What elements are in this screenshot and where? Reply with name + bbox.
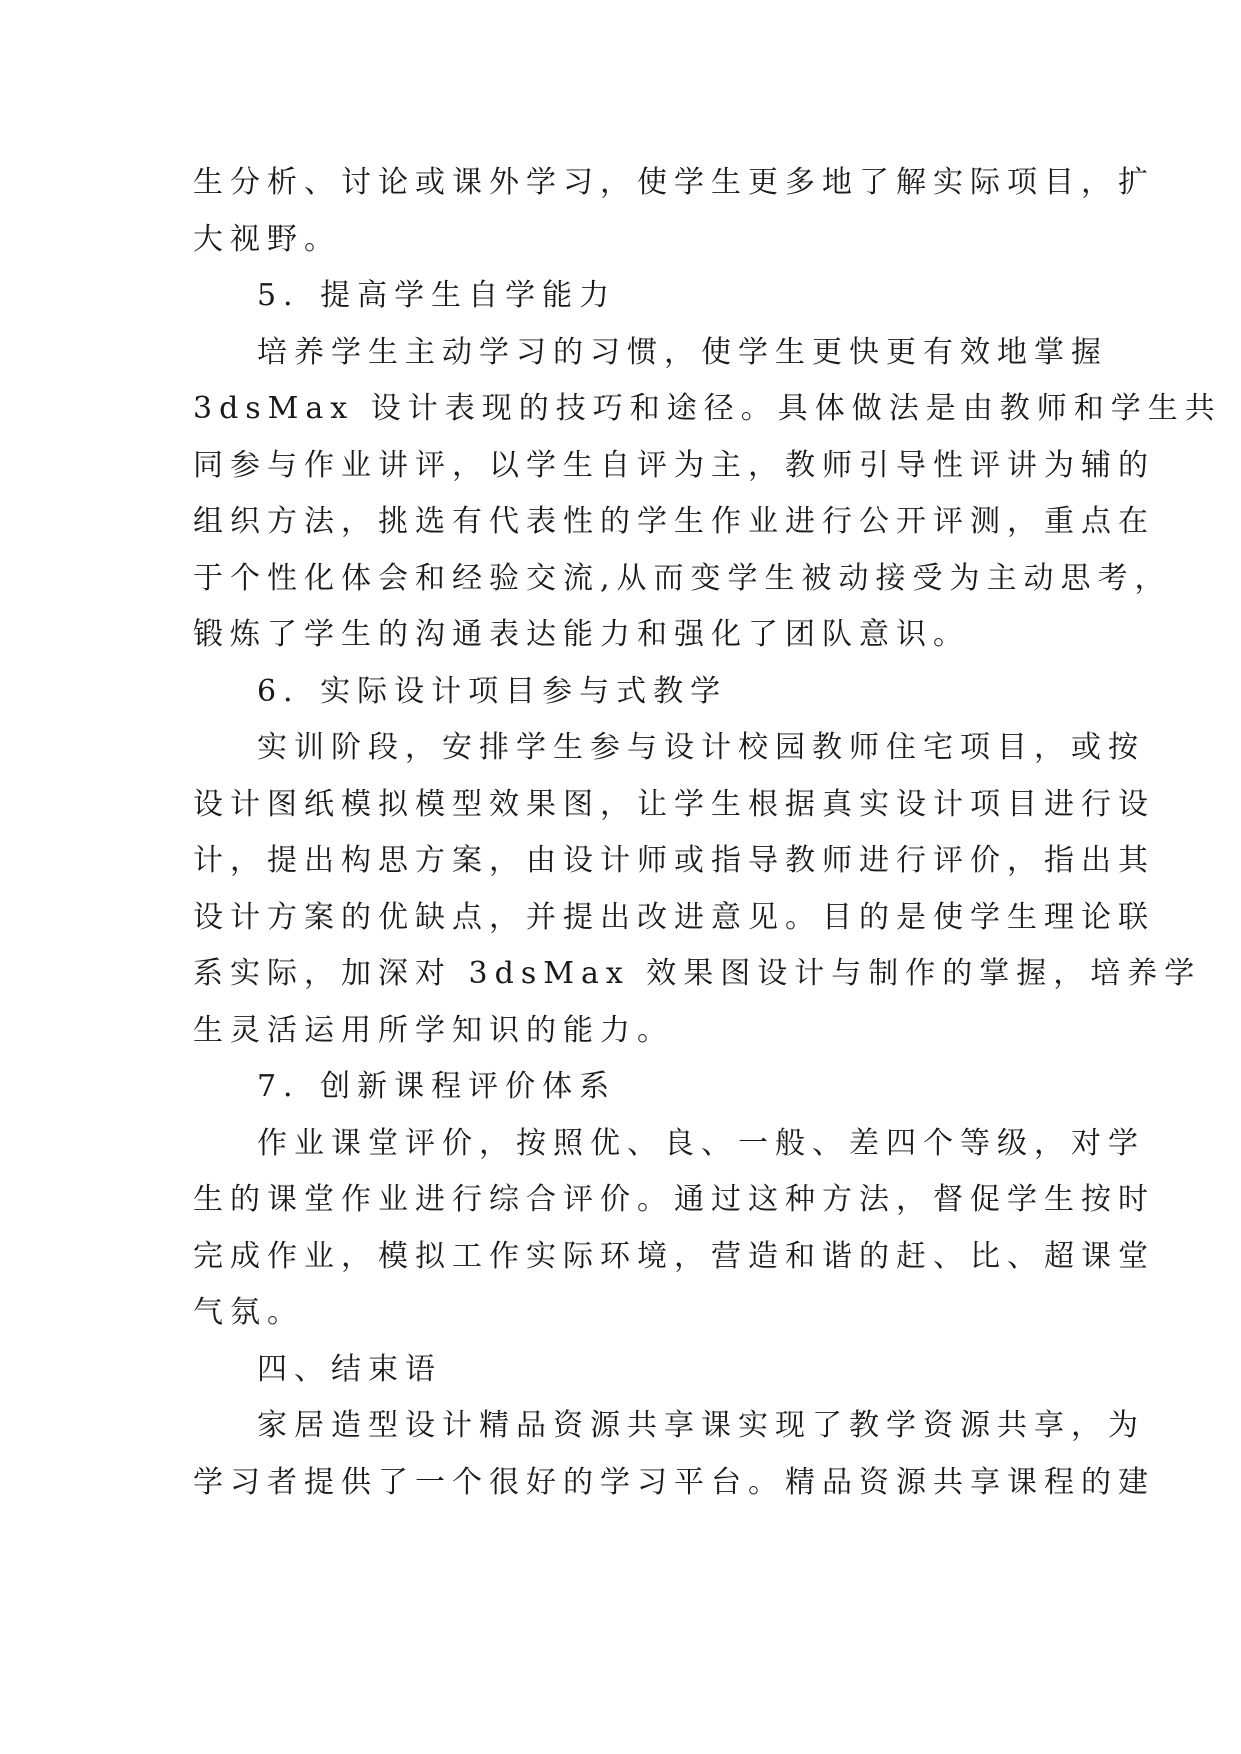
text-line: 锻炼了学生的沟通表达能力和强化了团队意识。 [193,617,970,652]
text-line: 生分析、讨论或课外学习，使学生更多地了解实际项目，扩 [193,165,1155,200]
paragraph [193,720,1202,1059]
text-line: 实训阶段，安排学生参与设计校园教师住宅项目，或按 [257,730,1145,765]
section-heading [193,1059,1053,1116]
paragraph [193,1398,1155,1511]
document-page [193,155,1222,1511]
section-heading [193,268,1053,325]
text-line: 气氛。 [193,1295,304,1330]
heading-text: 7．创新课程评价体系 [257,1069,617,1104]
text-line: 学习者提供了一个很好的学习平台。精品资源共享课程的建 [193,1464,1155,1500]
text-line: 计，提出构思方案，由设计师或指导教师进行评价，指出其 [193,843,1155,878]
paragraph [193,155,1155,268]
text-line: 作业课堂评价，按照优、良、一般、差四个等级，对学 [257,1125,1145,1161]
text-line: 大视野。 [193,221,341,257]
section-heading [193,1342,1053,1399]
text-line: 完成作业，模拟工作实际环境，营造和谐的赶、比、超课堂 [193,1238,1155,1274]
text-line: 设计图纸模拟模型效果图，让学生根据真实设计项目进行设 [193,786,1155,822]
text-line: 设计方案的优缺点，并提出改进意见。目的是使学生理论联 [193,899,1155,935]
text-line: 生的课堂作业进行综合评价。通过这种方法，督促学生按时 [193,1182,1155,1217]
heading-text: 5．提高学生自学能力 [257,278,617,313]
text-line: 家居造型设计精品资源共享课实现了教学资源共享，为 [257,1408,1145,1443]
heading-text: 6．实际设计项目参与式教学 [257,673,728,709]
text-line: 培养学生主动学习的习惯，使学生更快更有效地掌握 [257,334,1108,370]
text-line: 于个性化体会和经验交流,从而变学生被动接受为主动思考， [193,560,1172,596]
text-line: 系实际，加深对 3dsMax 效果图设计与制作的掌握，培养学 [193,956,1202,991]
text-line: 组织方法，挑选有代表性的学生作业进行公开评测，重点在 [193,504,1155,539]
text-line: 同参与作业讲评，以学生自评为主，教师引导性评讲为辅的 [193,447,1155,483]
section-heading [193,664,1053,721]
paragraph [193,325,1222,664]
text-line: 生灵活运用所学知识的能力。 [193,1012,674,1048]
heading-text: 四、结束语 [257,1351,442,1387]
text-line: 3dsMax 设计表现的技巧和途径。具体做法是由教师和学生共 [193,391,1222,426]
paragraph [193,1116,1155,1342]
